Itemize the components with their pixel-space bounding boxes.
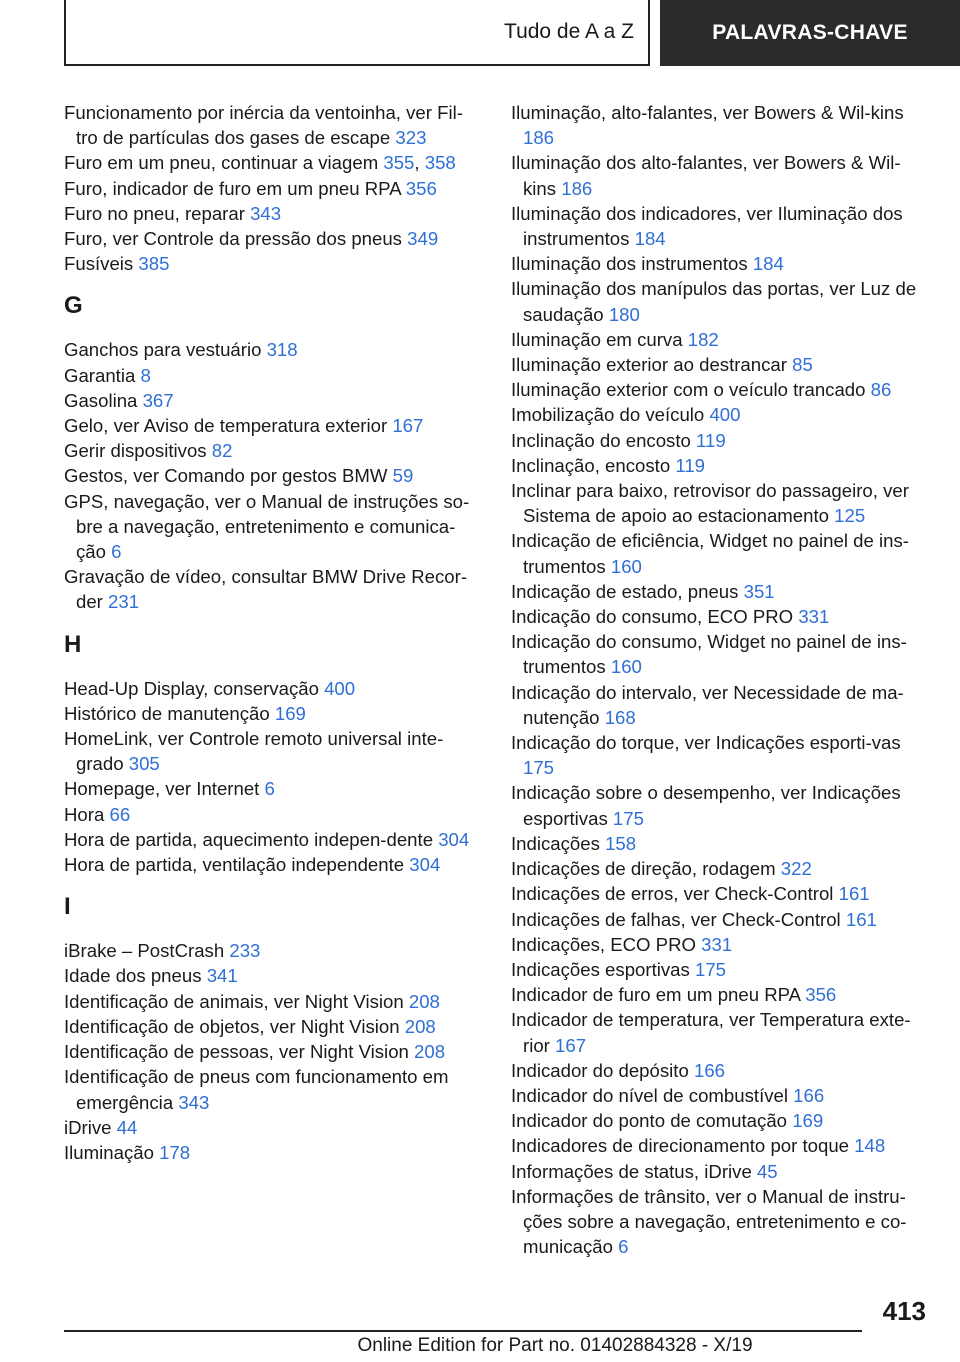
index-entry-term: Iluminação exterior com o veículo trancado xyxy=(511,379,866,401)
page-reference-link[interactable]: 356 xyxy=(805,984,837,1006)
index-entry xyxy=(64,1115,484,1140)
index-entry-term: Indicação do torque, ver Indicações esporti‐vas xyxy=(511,732,901,754)
index-entry-term: Inclinar para baixo, retrovisor do passageiro, ver Sistema de apoio ao estacionamento xyxy=(511,480,909,527)
index-entry-term: Garantia xyxy=(64,364,136,386)
index-letter-heading: H xyxy=(64,630,82,658)
page-reference-link[interactable]: 45 xyxy=(756,1160,778,1182)
index-entry xyxy=(64,1014,484,1039)
index-entry-term: Homepage, ver Internet xyxy=(64,778,260,800)
index-entry-term: Indicações, ECO PRO xyxy=(511,933,696,955)
index-column-left xyxy=(64,100,484,1165)
page-reference-link[interactable]: 231 xyxy=(108,591,140,613)
index-entry xyxy=(64,413,484,438)
page-reference-link[interactable]: 6 xyxy=(618,1236,629,1258)
page-reference-link[interactable]: 304 xyxy=(438,828,470,850)
page-reference-link[interactable]: 168 xyxy=(604,706,636,728)
index-entry-term: Informações de status, iDrive xyxy=(511,1160,752,1182)
index-entry-term: Indicador do nível de combustível xyxy=(511,1084,788,1106)
index-entry-term: Furo em um pneu, continuar a viagem xyxy=(64,152,379,174)
index-entry xyxy=(64,676,484,701)
index-entry-term: Inclinação, encosto xyxy=(511,454,671,476)
page-reference-link[interactable]: 305 xyxy=(128,753,160,775)
page-reference-link[interactable]: 6 xyxy=(264,778,275,800)
index-entry-term: Furo, ver Controle da pressão dos pneus xyxy=(64,228,402,250)
page-reference-link[interactable]: 119 xyxy=(675,454,706,476)
page-reference-link[interactable]: 161 xyxy=(838,883,870,905)
index-entry-term: Identificação de pneus com funcionamento em emergência xyxy=(64,1066,449,1113)
page-reference-link[interactable]: 175 xyxy=(612,807,644,829)
index-entry-term: Hora xyxy=(64,803,105,825)
index-column-right xyxy=(511,100,931,1259)
index-entry xyxy=(64,489,484,565)
index-entry-term: Indicadores de direcionamento por toque xyxy=(511,1135,850,1157)
page-reference-link[interactable]: 355 xyxy=(383,152,415,174)
index-entry-term: Iluminação dos instrumentos xyxy=(511,253,748,275)
index-entry-term: Hora de partida, ventilação independente xyxy=(64,854,405,876)
index-entry-term: Indicador de furo em um pneu RPA xyxy=(511,984,801,1006)
page-reference-link[interactable]: 180 xyxy=(608,303,640,325)
index-entry xyxy=(511,251,931,276)
page-reference-link[interactable]: 208 xyxy=(414,1041,446,1063)
index-entry-term: Indicador do depósito xyxy=(511,1059,689,1081)
index-entry-term: Inclinação do encosto xyxy=(511,429,691,451)
page-reference-link[interactable]: 119 xyxy=(696,429,726,451)
index-entry xyxy=(64,802,484,827)
index-entry xyxy=(64,852,484,877)
page-reference-link[interactable]: 186 xyxy=(561,177,593,199)
index-entry xyxy=(64,438,484,463)
page-reference-link[interactable]: 167 xyxy=(555,1034,587,1056)
index-entry xyxy=(511,402,931,427)
index-entry xyxy=(511,856,931,881)
chapter-label: PALAVRAS-CHAVE xyxy=(712,21,908,44)
page-reference-link[interactable]: 66 xyxy=(109,803,131,825)
page-reference-link[interactable]: 59 xyxy=(392,465,414,487)
index-entry xyxy=(511,629,931,679)
index-entry-term: Indicações xyxy=(511,832,600,854)
index-entry-term: Iluminação dos manípulos das portas, ver Luz de saudação xyxy=(511,278,917,325)
page-reference-link[interactable]: 400 xyxy=(324,677,356,699)
index-entry xyxy=(511,1184,931,1260)
page-header xyxy=(0,0,960,66)
page-reference-link[interactable]: 167 xyxy=(392,415,424,437)
index-entry-term: Informações de trânsito, ver o Manual de instru‐ções sobre a navegação, entretenimento e co‐municação xyxy=(511,1185,907,1258)
page-reference-link[interactable]: 351 xyxy=(743,580,775,602)
index-entry xyxy=(511,1058,931,1083)
index-entry xyxy=(511,831,931,856)
index-entry xyxy=(64,100,484,150)
page-reference-link[interactable]: 367 xyxy=(142,389,174,411)
index-entry xyxy=(511,579,931,604)
page-reference-link[interactable]: 85 xyxy=(792,354,813,376)
page-reference-link[interactable]: 322 xyxy=(780,858,812,880)
index-letter-heading: G xyxy=(64,292,83,320)
index-entry xyxy=(64,989,484,1014)
index-entry xyxy=(511,201,931,251)
index-entry-term: Hora de partida, aquecimento indepen‐dente xyxy=(64,828,434,850)
index-entry xyxy=(511,478,931,528)
page-reference-link[interactable]: 178 xyxy=(159,1141,191,1163)
index-entry xyxy=(511,100,931,150)
index-entry-term: Gasolina xyxy=(64,389,138,411)
page-reference-link[interactable]: 169 xyxy=(274,702,306,724)
index-entry-term: Ganchos para vestuário xyxy=(64,339,262,361)
section-tab xyxy=(64,0,650,66)
index-entry xyxy=(511,1007,931,1057)
page-reference-link[interactable]: 208 xyxy=(404,1015,436,1037)
index-entry xyxy=(511,1083,931,1108)
page-reference-link[interactable]: 331 xyxy=(701,933,733,955)
index-entry xyxy=(511,982,931,1007)
page-reference-link[interactable]: 184 xyxy=(634,228,666,250)
index-entry xyxy=(511,604,931,629)
index-entry-term: Idade dos pneus xyxy=(64,965,202,987)
index-entry-term: Iluminação dos indicadores, ver Iluminação dos instrumentos xyxy=(511,202,903,250)
index-entry xyxy=(511,150,931,200)
page-reference-link[interactable]: 341 xyxy=(206,965,238,987)
index-entry xyxy=(64,1140,484,1165)
index-entry xyxy=(64,1039,484,1064)
index-entry-term: Indicação sobre o desempenho, ver Indicações esportivas xyxy=(511,782,901,829)
index-entry-term: Iluminação dos alto-falantes, ver Bowers & Wil‐kins xyxy=(511,152,901,199)
page-reference-link[interactable]: 358 xyxy=(424,152,456,174)
index-entry xyxy=(64,388,484,413)
index-entry-term: Indicador de temperatura, ver Temperatura exte‐rior xyxy=(511,1009,911,1056)
index-entry-term: Fusíveis xyxy=(64,253,134,275)
page-reference-link[interactable]: 182 xyxy=(687,328,719,350)
index-entry xyxy=(64,564,484,614)
index-entry xyxy=(64,176,484,201)
index-entry-term: iDrive xyxy=(64,1116,112,1138)
page-reference-link[interactable]: 125 xyxy=(834,505,866,527)
page-reference-link[interactable]: 385 xyxy=(138,253,170,275)
index-entry-term: Gelo, ver Aviso de temperatura exterior xyxy=(64,415,388,437)
page-reference-link[interactable]: 86 xyxy=(870,379,892,401)
page-reference-link[interactable]: 318 xyxy=(266,339,298,361)
index-entry-term: Identificação de objetos, ver Night Vision xyxy=(64,1015,400,1037)
index-entry xyxy=(64,463,484,488)
index-entry-term: Indicações esportivas xyxy=(511,958,690,980)
page-reference-link[interactable]: 175 xyxy=(694,958,727,980)
index-entry-term: Identificação de pessoas, ver Night Vision xyxy=(64,1041,409,1063)
index-entry xyxy=(511,932,931,957)
page-number: 413 xyxy=(882,1296,926,1326)
index-entry xyxy=(511,377,931,402)
chapter-tab xyxy=(660,0,960,66)
index-entry-term: Funcionamento por inércia da ventoinha, ver Fil‐tro de partículas dos gases de escape xyxy=(64,102,463,149)
index-entry xyxy=(64,938,484,963)
page-reference-link[interactable]: 208 xyxy=(408,990,440,1012)
page-reference-link[interactable]: 6 xyxy=(111,541,122,563)
page-reference-link[interactable]: 148 xyxy=(854,1135,886,1157)
index-entry xyxy=(511,1159,931,1184)
page-reference-link[interactable]: 400 xyxy=(709,404,741,426)
index-entry xyxy=(64,337,484,362)
index-entry-term: Iluminação, alto-falantes, ver Bowers & Wil‐kins xyxy=(511,102,904,123)
index-entry xyxy=(511,730,931,780)
index-entry-term: Indicações de direção, rodagem xyxy=(511,858,776,880)
page-reference-link[interactable]: 175 xyxy=(523,757,555,779)
index-entry-term: Gestos, ver Comando por gestos BMW xyxy=(64,465,388,487)
index-entry xyxy=(511,881,931,906)
page-reference-link[interactable]: 166 xyxy=(793,1084,825,1106)
index-entry-term: Gerir dispositivos xyxy=(64,440,207,462)
footer-divider xyxy=(64,1330,862,1332)
index-entry-term: Furo, indicador de furo em um pneu RPA xyxy=(64,177,401,199)
index-entry xyxy=(511,276,931,326)
index-entry-term: HomeLink, ver Controle remoto universal inte‐grado xyxy=(64,728,444,775)
page-reference-link[interactable]: 8 xyxy=(140,364,151,386)
index-entry xyxy=(64,827,484,852)
index-entry: Furo em um pneu, continuar a viagem 355, 358 xyxy=(64,152,456,174)
page-reference-link[interactable]: 44 xyxy=(116,1116,138,1138)
page-reference-link[interactable]: 161 xyxy=(845,908,877,930)
page-reference-link[interactable]: 160 xyxy=(610,555,642,577)
page-reference-link[interactable]: 349 xyxy=(407,228,439,250)
index-entry xyxy=(511,1133,931,1158)
page-reference-link[interactable]: 184 xyxy=(752,253,784,275)
index-entry xyxy=(64,226,484,251)
page-reference-link[interactable]: 233 xyxy=(229,940,261,962)
page-reference-link[interactable]: 169 xyxy=(792,1110,824,1132)
page-reference-link[interactable]: 158 xyxy=(605,832,637,854)
index-entry xyxy=(511,780,931,830)
page-reference-link[interactable]: 82 xyxy=(211,440,233,462)
index-entry xyxy=(511,428,931,453)
index-entry-term: Indicação do consumo, ECO PRO xyxy=(511,606,794,628)
page-reference-link[interactable]: 160 xyxy=(610,656,642,678)
index-entry xyxy=(511,907,931,932)
index-entry xyxy=(511,453,931,478)
index-entry-term: Indicações de erros, ver Check-Control xyxy=(511,883,834,905)
index-entry xyxy=(511,327,931,352)
index-entry-term: Head-Up Display, conservação xyxy=(64,677,319,699)
index-entry-term: Iluminação xyxy=(64,1141,154,1163)
index-entry-term: Imobilização do veículo xyxy=(511,404,705,426)
page-reference-link[interactable]: 304 xyxy=(409,854,441,876)
index-entry-term: Indicação de eficiência, Widget no painel de ins‐trumentos xyxy=(511,530,909,577)
index-entry-term: Indicador do ponto de comutação xyxy=(511,1110,788,1132)
index-entry-term: Iluminação em curva xyxy=(511,328,683,350)
index-letter-heading: I xyxy=(64,893,71,921)
index-entry-term: GPS, navegação, ver o Manual de instruções so‐bre a navegação, entretenimento e comunica‐ção xyxy=(64,490,470,563)
index-entry-term: Furo no pneu, reparar xyxy=(64,202,245,224)
index-entry-term: Indicação do intervalo, ver Necessidade de ma‐nutenção xyxy=(511,681,904,728)
index-entry-term: Iluminação exterior ao destrancar xyxy=(511,354,787,376)
page-reference-link[interactable]: 356 xyxy=(405,177,437,199)
index-entry xyxy=(511,1108,931,1133)
index-entry xyxy=(511,352,931,377)
index-entry xyxy=(511,957,931,982)
index-entry xyxy=(64,726,484,776)
section-label: Tudo de A a Z xyxy=(504,20,634,43)
index-entry xyxy=(64,701,484,726)
index-entry xyxy=(511,680,931,730)
index-entry xyxy=(64,251,484,276)
page-reference-link[interactable]: 343 xyxy=(250,202,282,224)
index-entry xyxy=(64,963,484,988)
index-entry-term: Indicações de falhas, ver Check-Control xyxy=(511,908,841,930)
index-entry xyxy=(64,776,484,801)
index-entry-term: Indicação do consumo, Widget no painel de ins‐trumentos xyxy=(511,631,907,678)
footer-edition: Online Edition for Part no. 01402884328 - X/19 xyxy=(357,1335,753,1356)
index-entry-term: Identificação de animais, ver Night Vision xyxy=(64,990,404,1012)
page-reference-link[interactable]: 343 xyxy=(178,1091,210,1113)
page-reference-link[interactable]: 186 xyxy=(523,127,555,149)
page-reference-link[interactable]: 323 xyxy=(395,127,427,149)
page-reference-link[interactable]: 166 xyxy=(693,1059,726,1081)
index-entry-term: Histórico de manutenção xyxy=(64,702,270,724)
page-reference-link[interactable]: 331 xyxy=(798,606,830,628)
index-entry-term: Indicação de estado, pneus xyxy=(511,580,739,602)
index-entry-term: Gravação de vídeo, consultar BMW Drive Recor‐der xyxy=(64,566,468,613)
index-entry xyxy=(511,528,931,578)
index-entry-term: iBrake – PostCrash xyxy=(64,940,225,962)
index-entry xyxy=(64,1064,484,1114)
index-entry xyxy=(64,201,484,226)
index-entry xyxy=(64,363,484,388)
